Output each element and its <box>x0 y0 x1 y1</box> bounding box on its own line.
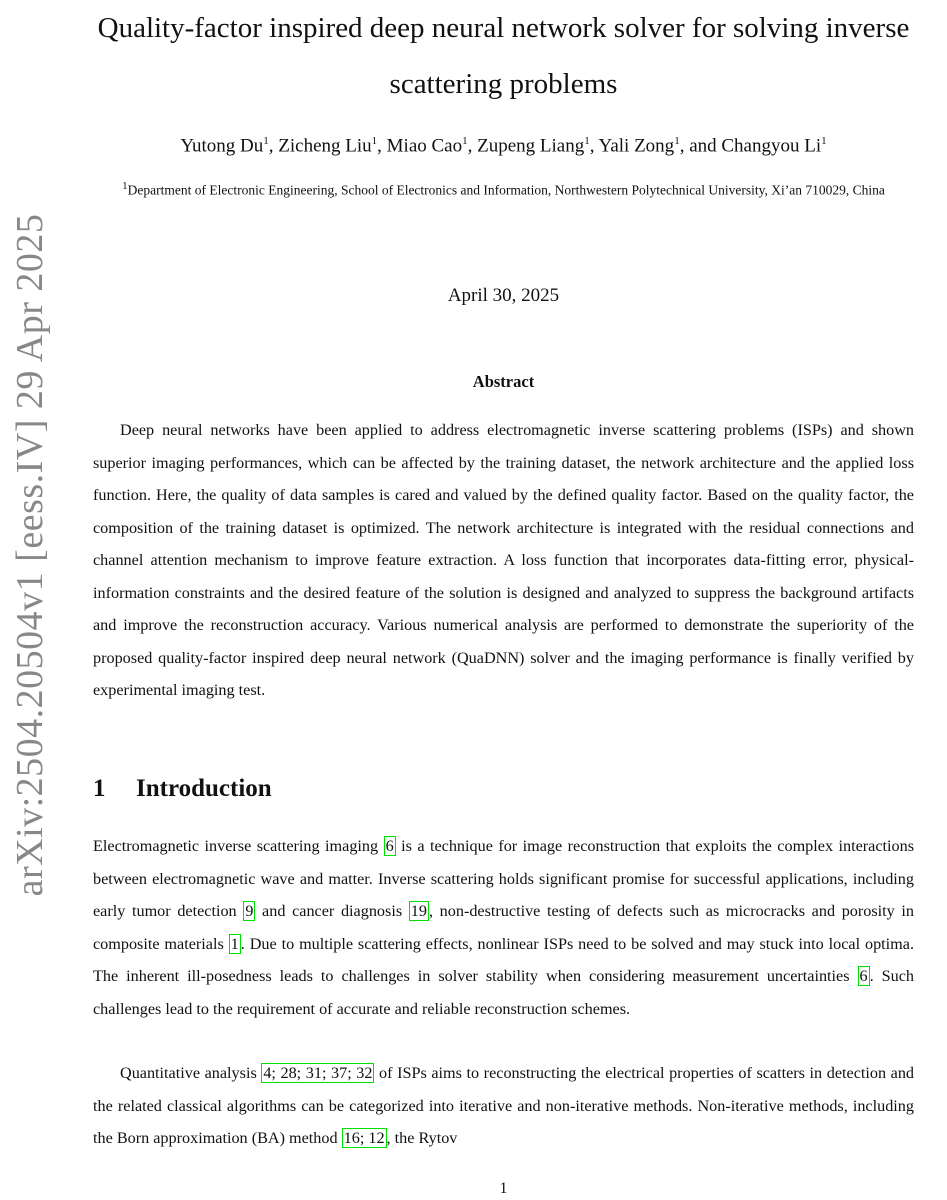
paragraph-text: . Such challenges lead to the requirement of accurate and reliable reconstruction schemes. <box>93 967 914 1018</box>
author-list <box>60 126 947 161</box>
intro-paragraph-2 <box>93 1057 914 1155</box>
arxiv-identifier-stamp <box>0 0 60 900</box>
citation-link[interactable]: 16; 12 <box>343 1129 385 1147</box>
paragraph-text: is a technique for image reconstruction that exploits the complex interactions between electromagnetic wave and matter. Inverse scattering holds significant promise for successful applications, including early tumor detection <box>93 837 914 920</box>
citation-link[interactable]: 19 <box>410 902 427 920</box>
author-affiliation-mark: 1 <box>263 135 269 147</box>
author-name: Zicheng Liu <box>278 135 372 157</box>
arxiv-stamp-text: arXiv:2504.20504v1 [eess.IV] 29 Apr 2025 <box>9 213 51 897</box>
affiliation-mark: 1 <box>122 180 128 192</box>
section-title: Introduction <box>136 775 272 802</box>
paragraph-text: Electromagnetic inverse scattering imaging <box>93 837 384 855</box>
paragraph-text: Quantitative analysis <box>120 1064 262 1082</box>
paragraph-text: , non-destructive testing of defects such as microcracks and porosity in composite materials <box>93 902 914 953</box>
abstract-heading: Abstract <box>472 372 535 391</box>
author-separator: , <box>589 135 599 157</box>
abstract-text: Deep neural networks have been applied to address electromagnetic inverse scattering problems (ISPs) and shown superior imaging performances, which can be affected by the training dataset, the network architecture and the applied loss function. Here, the quality of data samples is cared and valued by the defined quality factor. Based on the quality factor, the composition of the training dataset is optimized. The network architecture is integrated with the residual connections and channel attention mechanism to improve feature extraction. A loss function that incorporates data-fitting error, physical-information constraints and the desired feature of the solution is designed and analyzed to suppress the background artifacts and improve the reconstruction accuracy. Various numerical analysis are performed to demonstrate the superiority of the proposed quality-factor inspired deep neural network (QuaDNN) solver and the imaging performance is finally verified by experimental imaging test. <box>93 421 914 699</box>
paragraph-text: of ISPs aims to reconstructing the electrical properties of scatters in detection and the related classical algorithms can be categorized into iterative and non-iterative methods. Non-iterative methods, including the Born approximation (BA) method <box>93 1064 915 1147</box>
section-heading <box>93 775 272 803</box>
author-separator: , and <box>679 135 722 157</box>
citation-link[interactable]: 9 <box>245 902 254 920</box>
citation-link[interactable]: 6 <box>385 837 394 855</box>
page-number: 1 <box>499 1180 508 1197</box>
intro-paragraph-1 <box>93 830 914 1025</box>
paper-title: Quality-factor inspired deep neural network solver for solving inverse scattering problems <box>97 12 910 100</box>
author-affiliation-mark: 1 <box>821 135 827 147</box>
author-affiliation-mark: 1 <box>674 135 680 147</box>
author-name: Yali Zong <box>598 135 675 157</box>
abstract-body <box>93 414 914 707</box>
author-affiliation-mark: 1 <box>371 135 378 147</box>
paragraph-text: , the Rytov <box>386 1129 458 1147</box>
author-name: Zupeng Liang <box>477 135 585 157</box>
citation-link[interactable]: 4; 28; 31; 37; 32 <box>263 1064 373 1082</box>
section-number: 1 <box>93 775 106 802</box>
author-name: Yutong Du <box>180 135 264 157</box>
author-separator: , <box>268 135 279 157</box>
author-name: Changyou Li <box>721 135 822 157</box>
author-name: Miao Cao <box>386 135 463 157</box>
affiliation <box>60 173 947 204</box>
paragraph-text: . Due to multiple scattering effects, nonlinear ISPs need to be solved and may stuck into local optima. The inherent ill-posedness leads to challenges in solver stability when considering measurement uncertainties <box>93 934 914 985</box>
author-affiliation-mark: 1 <box>584 135 590 147</box>
author-affiliation-mark: 1 <box>462 135 468 147</box>
author-separator: , <box>467 135 478 157</box>
author-separator: , <box>377 135 387 157</box>
citation-link[interactable]: 6 <box>859 967 868 985</box>
citation-link[interactable]: 1 <box>230 934 239 953</box>
paper-date: April 30, 2025 <box>447 285 560 306</box>
paragraph-text: and cancer diagnosis <box>255 902 409 920</box>
affiliation-text: Department of Electronic Engineering, School of Electronics and Information, Northwestern Polytechnical University, Xi’an 710029, China <box>127 182 885 198</box>
